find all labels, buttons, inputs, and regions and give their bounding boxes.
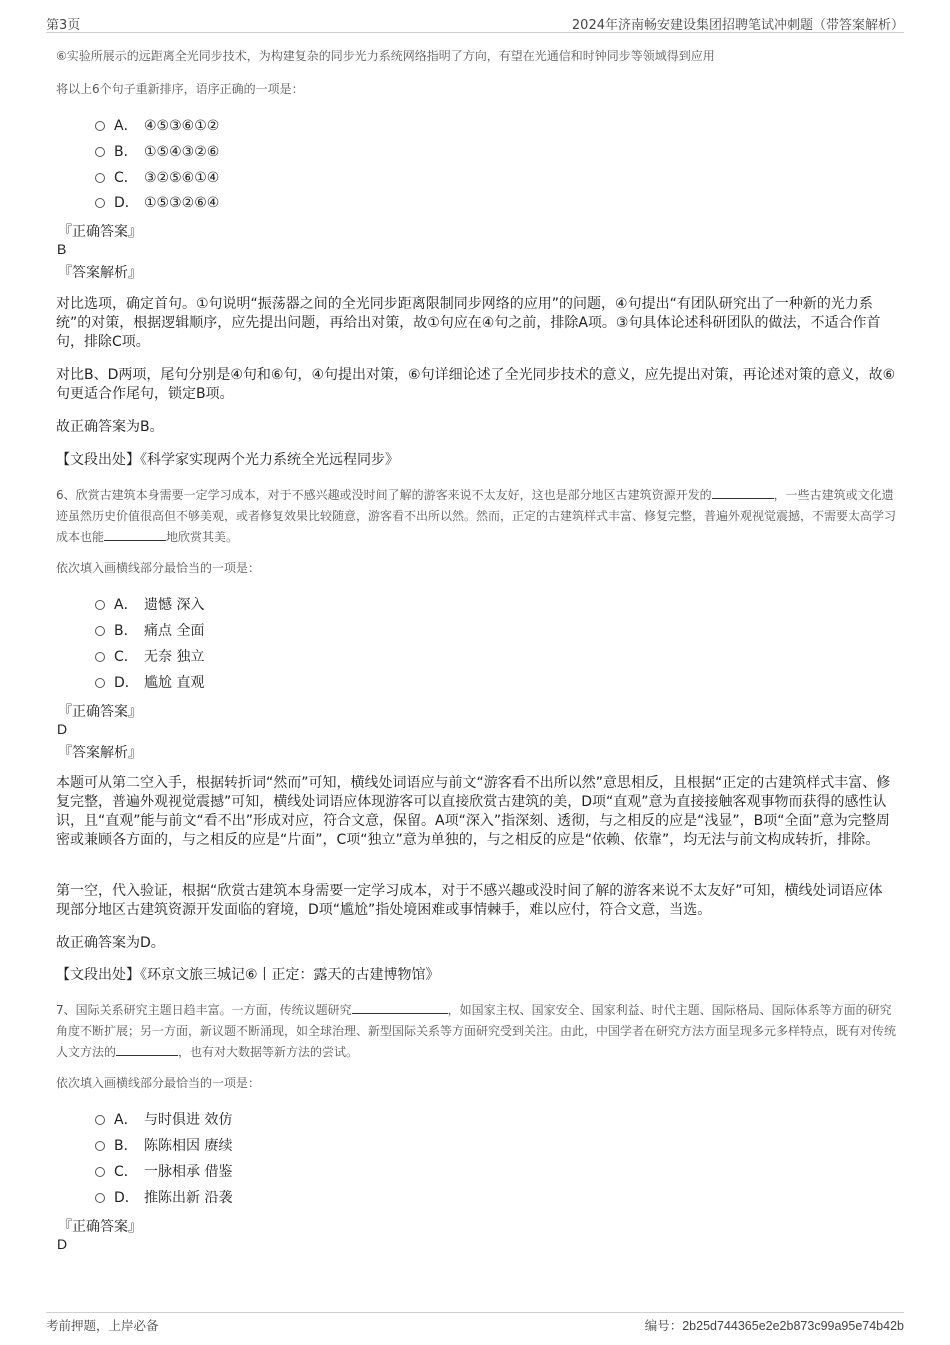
blank-line (352, 1001, 448, 1014)
blank-line (116, 1043, 178, 1056)
q5-source: 【文段出处】《科学家实现两个光力系统全光远程同步》 (56, 452, 399, 468)
q7-option-a[interactable] (95, 1110, 232, 1130)
q6-prompt: 依次填入画横线部分最恰当的一项是： (56, 561, 261, 575)
radio-icon[interactable] (95, 626, 105, 636)
q5-sentence-6: ⑥实验所展示的远距离全光同步技术，为构建复杂的同步光力系统网络指明了方向，有望在光通信和时钟同步等领域得到应用 (56, 49, 715, 63)
q6-analysis-label: 『答案解析』 (58, 745, 142, 761)
radio-icon[interactable] (95, 678, 105, 688)
q6-answer-label: 『正确答案』 (58, 704, 142, 720)
document-code (645, 1316, 904, 1334)
radio-icon[interactable] (95, 600, 105, 610)
option-text: 遗憾 深入 (144, 597, 205, 613)
radio-icon[interactable] (95, 1141, 105, 1151)
option-letter: C． (114, 1164, 138, 1180)
option-letter: A． (114, 597, 138, 613)
page-number: 第3页 (46, 18, 81, 33)
radio-icon[interactable] (95, 1193, 105, 1203)
q5-option-d[interactable] (95, 193, 219, 213)
option-text: ①⑤④③②⑥ (144, 144, 220, 160)
q6-answer: D (57, 721, 68, 737)
option-letter: A． (114, 1112, 138, 1128)
q6-option-d[interactable] (95, 673, 204, 693)
q7-stem (56, 1000, 896, 1063)
option-letter: A． (114, 118, 138, 134)
q6-stem-part-2: ，一些古建筑或文化遗迹虽然历史价值很高但不够美观，或者修复效果比较随意，游客看不出所以然。然而，正定的古建筑样式丰富、修复完整，普遍外观视觉震撼，不需要太高学习成本也能 (56, 488, 897, 544)
q5-analysis-p2: 对比B、D两项，尾句分别是④句和⑥句，④句提出对策，⑥句详细论述了全光同步技术的意义，应先提出对策，再论述对策的意义，故⑥句更适合作尾句，锁定B项。 (56, 367, 896, 402)
option-letter: B． (114, 623, 138, 639)
q6-stem (56, 485, 896, 548)
option-letter: B． (114, 1138, 138, 1154)
option-letter: C． (114, 649, 138, 665)
q5-prompt: 将以上6个句子重新排序，语序正确的一项是： (56, 82, 304, 96)
document-title: 2024年济南畅安建设集团招聘笔试冲刺题（带答案解析） (571, 18, 904, 33)
q7-stem-part-2: ，如国家主权、国家安全、国家利益、时代主题、国际格局、国际体系等方面的研究角度不断扩展；另一方面，新议题不断涌现，如全球治理、新型国际关系等方面研究受到关注。由此，中国学者在研究方法方面呈现多元多样特点，既有对传统人文方法的 (56, 1003, 897, 1059)
q6-analysis-p1: 本题可从第二空入手，根据转折词“然而”可知，横线处词语应与前文“游客看不出所以然”意思相反，且根据“正定的古建筑样式丰富、修复完整，普遍外观视觉震撼”可知，横线处词语应体现游客可以直接欣赏古建筑的美，D项“直观”意为直接接触客观事物而获得的感性认识，且“直观”能与前文“看不出”形成对应，符合文意，保留。A项“深入”指深刻、透彻，与之相反的应是“浅显”，B项“全面”意为完整周密或兼顾各方面的，与之相反的应是“片面”，C项“独立”意为单独的，与之相反的应是“依赖、依靠”，均无法与前文构成转折，排除。 (56, 775, 891, 848)
option-letter: D． (114, 1190, 139, 1206)
option-text: ①⑤③②⑥④ (144, 195, 220, 211)
option-letter: D． (114, 675, 139, 691)
option-letter: B． (114, 144, 138, 160)
blank-line (104, 528, 166, 541)
radio-icon[interactable] (95, 1167, 105, 1177)
q6-analysis-p3: 故正确答案为D。 (56, 935, 165, 951)
q6-analysis-p2: 第一空，代入验证，根据“欣赏古建筑本身需要一定学习成本，对于不感兴趣或没时间了解的游客来说不太友好”可知，横线处词语应体现部分地区古建筑资源开发面临的窘境，D项“尴尬”指处境困难或事情棘手，难以应付，符合文意，当选。 (56, 883, 883, 918)
q7-answer-label: 『正确答案』 (58, 1219, 142, 1235)
q7-option-b[interactable] (95, 1136, 232, 1156)
q5-answer-label: 『正确答案』 (58, 224, 142, 240)
radio-icon[interactable] (95, 173, 105, 183)
q7-stem-part-1: 7、国际关系研究主题日趋丰富。一方面，传统议题研究 (56, 1003, 352, 1017)
code-value: 2b25d744365e2e2b873c99a95e74b42b (682, 1319, 904, 1333)
q6-source: 【文段出处】《环京文旅三城记⑥丨正定：露天的古建博物馆》 (56, 967, 440, 983)
q5-analysis-p3: 故正确答案为B。 (56, 419, 164, 435)
radio-icon[interactable] (95, 652, 105, 662)
q5-option-b[interactable] (95, 142, 219, 162)
option-text: 推陈出新 沿袭 (144, 1190, 233, 1206)
q7-prompt: 依次填入画横线部分最恰当的一项是： (56, 1076, 261, 1090)
radio-icon[interactable] (95, 198, 105, 208)
q6-stem-part-3: 地欣赏其美。 (166, 530, 239, 544)
q6-option-c[interactable] (95, 647, 204, 667)
option-letter: C． (114, 170, 138, 186)
q5-analysis-p1: 对比选项，确定首句。①句说明“振荡器之间的全光同步距离限制同步网络的应用”的问题，④句提出“有团队研究出了一种新的光力系统”的对策，根据逻辑顺序，应先提出问题，再给出对策，故①句应在④句之前，排除A项。③句具体论述科研团队的做法，不适合作首句，排除C项。 (56, 296, 881, 350)
q5-option-a[interactable] (95, 116, 219, 136)
option-text: 无奈 独立 (144, 649, 205, 665)
option-letter: D． (114, 195, 139, 211)
option-text: ④⑤③⑥①② (144, 118, 220, 134)
option-text: 一脉相承 借鉴 (144, 1164, 233, 1180)
q6-option-b[interactable] (95, 621, 204, 641)
radio-icon[interactable] (95, 1115, 105, 1125)
q5-option-c[interactable] (95, 168, 219, 188)
option-text: 陈陈相因 赓续 (144, 1138, 233, 1154)
option-text: 与时俱进 效仿 (144, 1112, 233, 1128)
option-text: ③②⑤⑥①④ (144, 170, 220, 186)
q7-option-c[interactable] (95, 1162, 232, 1182)
q7-answer: D (57, 1236, 68, 1252)
q5-analysis-label: 『答案解析』 (58, 265, 142, 281)
radio-icon[interactable] (95, 121, 105, 131)
option-text: 尴尬 直观 (144, 675, 205, 691)
q6-option-a[interactable] (95, 595, 204, 615)
option-text: 痛点 全面 (144, 623, 205, 639)
page-header (46, 14, 904, 33)
page-footer (46, 1312, 904, 1337)
q6-stem-part-1: 6、欣赏古建筑本身需要一定学习成本，对于不感兴趣或没时间了解的游客来说不太友好，这也是部分地区古建筑资源开发的 (56, 488, 712, 502)
radio-icon[interactable] (95, 147, 105, 157)
code-label: 编号： (644, 1318, 683, 1333)
footer-slogan: 考前押题，上岸必备 (46, 1318, 159, 1333)
blank-line (712, 486, 774, 499)
q7-stem-part-3: ，也有对大数据等新方法的尝试。 (178, 1045, 359, 1059)
q5-answer: B (57, 241, 67, 257)
q7-option-d[interactable] (95, 1188, 232, 1208)
